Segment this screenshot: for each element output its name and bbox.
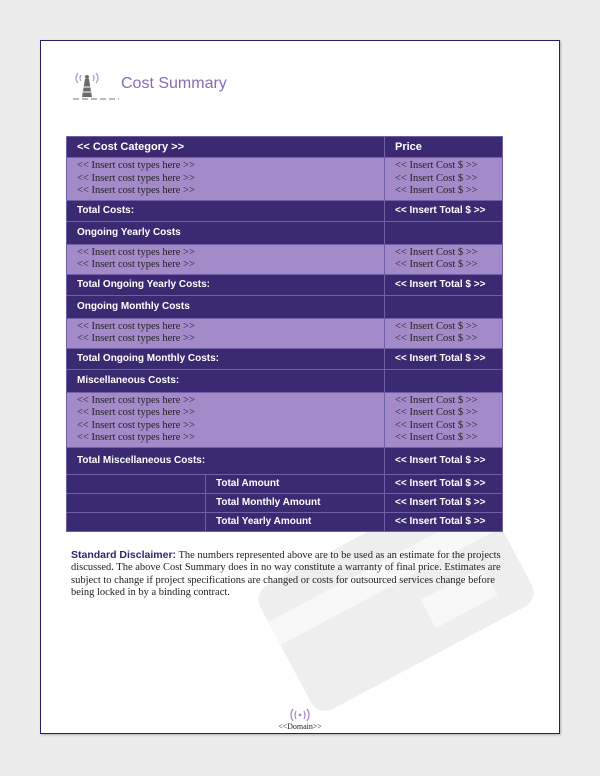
table-row [67,512,503,531]
one-time-costs-cell [385,158,503,201]
list-item: << Insert Cost $ >> [395,259,478,270]
document-page [40,40,560,734]
disclaimer-text: The numbers represented above are to be used as an estimate for the projects discussed. The above Cost Summary does in no way constitute a warranty of final price. Estimates are subject to change if project specifications are changed or costs for outsourced services change before being locked in by a binding contract. [71,550,501,598]
header-cost-category: << Cost Category >> [67,137,385,158]
empty-cell [67,512,206,531]
monthly-heading: Ongoing Monthly Costs [67,295,385,318]
list-item: << Insert Cost $ >> [395,432,478,443]
list-item: << Insert cost types here >> [77,160,195,171]
list-item: << Insert cost types here >> [77,394,195,406]
antenna-tower-icon [71,69,119,103]
header-price: Price [385,137,503,158]
total-costs-label: Total Costs: [67,200,385,221]
total-yearly-label: Total Ongoing Yearly Costs: [67,274,385,295]
total-monthly-value: << Insert Total $ >> [385,348,503,369]
empty-cell [67,493,206,512]
list-item: << Insert cost types here >> [77,185,195,196]
table-row [67,158,503,201]
total-costs-value: << Insert Total $ >> [385,200,503,221]
misc-heading: Miscellaneous Costs: [67,369,385,392]
list-item: << Insert cost types here >> [77,172,195,184]
table-row [67,447,503,474]
total-monthly-label: Total Ongoing Monthly Costs: [67,348,385,369]
disclaimer-label: Standard Disclaimer: [71,549,177,561]
misc-items-cell [67,392,385,447]
yearly-costs-cell [385,244,503,274]
footer-domain: <<Domain>> [278,722,322,731]
disclaimer [71,549,519,599]
total-monthly-amount-label: Total Monthly Amount [206,493,385,512]
total-yearly-amount-label: Total Yearly Amount [206,512,385,531]
list-item: << Insert cost types here >> [77,407,195,418]
table-row [67,221,503,244]
empty-cell [385,221,503,244]
list-item: << Insert Cost $ >> [395,185,478,196]
list-item: << Insert Cost $ >> [395,172,478,184]
total-misc-value: << Insert Total $ >> [385,447,503,474]
list-item: << Insert Cost $ >> [395,320,478,332]
total-yearly-value: << Insert Total $ >> [385,274,503,295]
misc-costs-cell [385,392,503,447]
list-item: << Insert cost types here >> [77,246,195,258]
yearly-heading: Ongoing Yearly Costs [67,221,385,244]
empty-cell [385,295,503,318]
signal-waves-icon [288,708,312,722]
list-item: << Insert cost types here >> [77,419,195,431]
table-row [67,348,503,369]
list-item: << Insert Cost $ >> [395,246,478,258]
table-row [67,493,503,512]
cost-summary-table [66,136,503,532]
total-amount-value: << Insert Total $ >> [385,474,503,493]
table-row [67,244,503,274]
list-item: << Insert Cost $ >> [395,407,478,418]
list-item: << Insert Cost $ >> [395,394,478,406]
list-item: << Insert Cost $ >> [395,333,478,344]
page-title: Cost Summary [121,75,227,92]
one-time-items-cell [67,158,385,201]
empty-cell [385,369,503,392]
total-yearly-amount-value: << Insert Total $ >> [385,512,503,531]
table-row [67,295,503,318]
table-header-row [67,137,503,158]
logo [71,69,271,103]
table-row [67,274,503,295]
monthly-costs-cell [385,318,503,348]
table-row [67,392,503,447]
table-row [67,369,503,392]
empty-cell [67,474,206,493]
table-row [67,200,503,221]
list-item: << Insert Cost $ >> [395,160,478,171]
list-item: << Insert cost types here >> [77,259,195,270]
list-item: << Insert cost types here >> [77,432,195,443]
list-item: << Insert Cost $ >> [395,419,478,431]
yearly-items-cell [67,244,385,274]
total-monthly-amount-value: << Insert Total $ >> [385,493,503,512]
list-item: << Insert cost types here >> [77,320,195,332]
table-row [67,318,503,348]
monthly-items-cell [67,318,385,348]
total-amount-label: Total Amount [206,474,385,493]
list-item: << Insert cost types here >> [77,333,195,344]
total-misc-label: Total Miscellaneous Costs: [67,447,385,474]
table-row [67,474,503,493]
